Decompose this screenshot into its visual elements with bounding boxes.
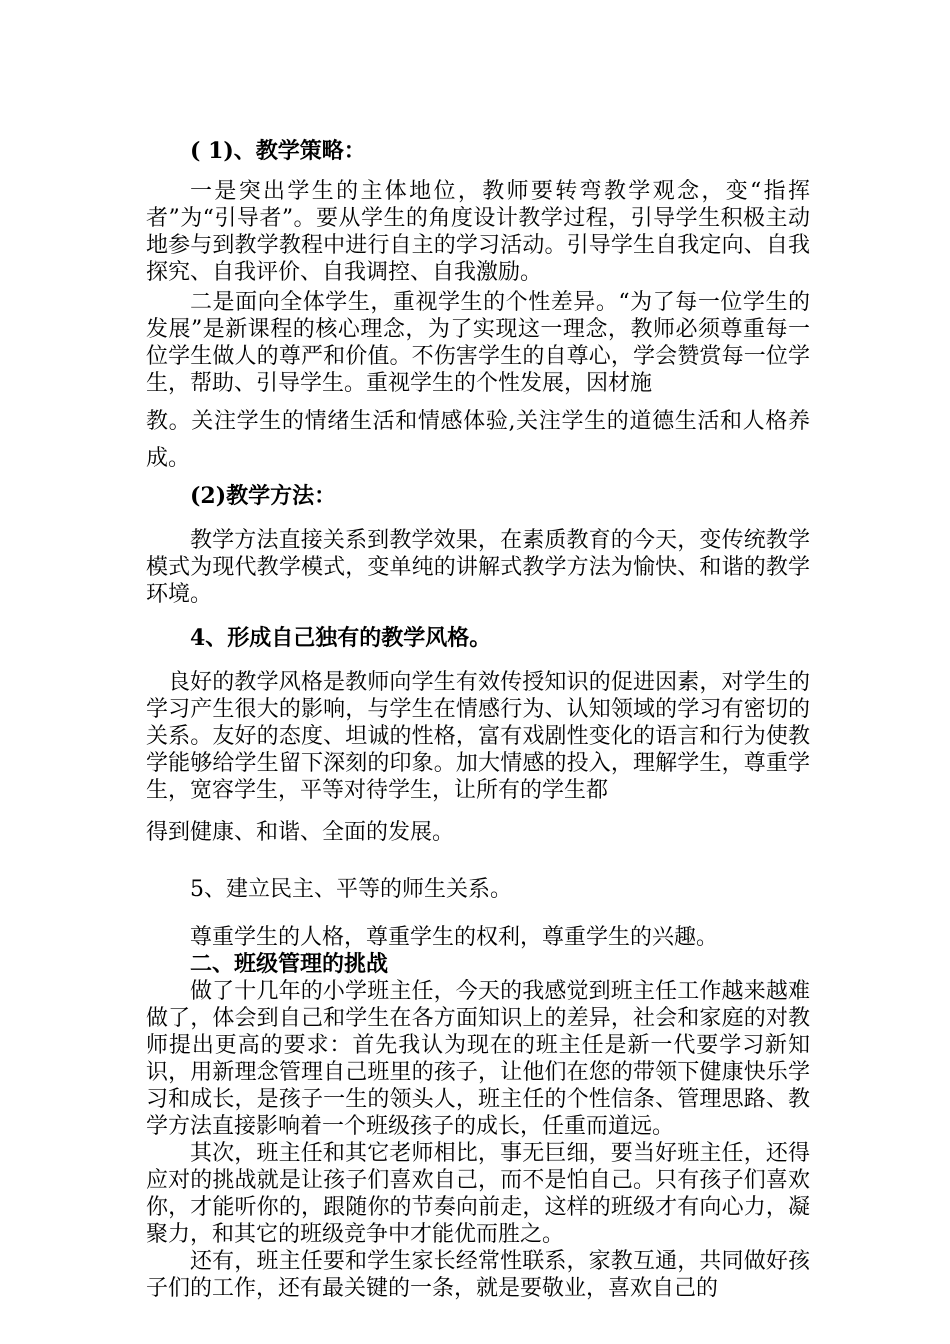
heading-teaching-method: (2)教学方法：: [190, 483, 337, 509]
document-page: [146, 130, 810, 1302]
paragraph-teacher-student-relation: 尊重学生的人格，尊重学生的权利，尊重学生的兴趣。: [190, 925, 719, 950]
paragraph-class-management-intro: 做了十几年的小学班主任，今天的我感觉到班主任工作越来越难做了，体会到自己和学生在各方面知识上的差异，社会和家庭的对教师提出更高的要求：首先我认为现在的班主任是新一代要学习新知识，用新理念管理自己班里的孩子，让他们在您的带领下健康快乐学习和成长，是孩子一生的领头人，班主任的个性信条、管理思路、教学方法直接影响着一个班级孩子的成长，任重而道远。: [146, 979, 810, 1139]
paragraph-teaching-style-continued: 得到健康、和谐、全面的发展。: [146, 820, 455, 845]
heading-teacher-student-relation: 5、建立民主、平等的师生关系。: [190, 877, 512, 902]
heading-teaching-strategy: ( 1)、教学策略：: [190, 138, 366, 164]
paragraph-teaching-method: 教学方法直接关系到教学效果，在素质教育的今天，变传统教学模式为现代教学模式，变单纯的讲解式教学方法为愉快、和谐的教学环境。: [146, 528, 810, 607]
paragraph-class-management-third: 还有，班主任要和学生家长经常性联系，家教互通，共同做好孩子们的工作，还有最关键的一条，就是要敬业，喜欢自己的: [146, 1249, 810, 1301]
paragraph-strategy-all-students-continued: 教。关注学生的情绪生活和情感体验,关注学生的道德生活和人格养成。: [146, 409, 810, 471]
paragraph-strategy-all-students: 二是面向全体学生，重视学生的个性差异。“为了每一位学生的发展”是新课程的核心理念，为了实现这一理念，教师必须尊重每一位学生做人的尊严和价值。不伤害学生的自尊心，学会赞赏每一位学生，帮助、引导学生。重视学生的个性发展，因材施: [146, 290, 810, 396]
heading-class-management: 二、班级管理的挑战: [190, 951, 389, 977]
paragraph-strategy-subject-role: 一是突出学生的主体地位，教师要转弯教学观念，变“指挥者”为“引导者”。要从学生的角度设计教学过程，引导学生积极主动地参与到教学教程中进行自主的学习活动。引导学生自我定向、自我探究、自我评价、自我调控、自我激励。: [146, 179, 810, 285]
paragraph-class-management-second: 其次，班主任和其它老师相比，事无巨细，要当好班主任，还得应对的挑战就是让孩子们喜欢自己，而不是怕自己。只有孩子们喜欢你，才能听你的，跟随你的节奏向前走，这样的班级才有向心力，凝聚力，和其它的班级竞争中才能优而胜之。: [146, 1141, 810, 1247]
heading-teaching-style: 4、形成自己独有的教学风格。: [190, 625, 492, 651]
paragraph-teaching-style: 良好的教学风格是教师向学生有效传授知识的促进因素，对学生的学习产生很大的影响，与学生在情感行为、认知领域的学习有密切的关系。友好的态度、坦诚的性格，富有戏剧性变化的语言和行为使教学能够给学生留下深刻的印象。加大情感的投入，理解学生，尊重学生，宽容学生，平等对待学生，让所有的学生都: [146, 670, 810, 803]
